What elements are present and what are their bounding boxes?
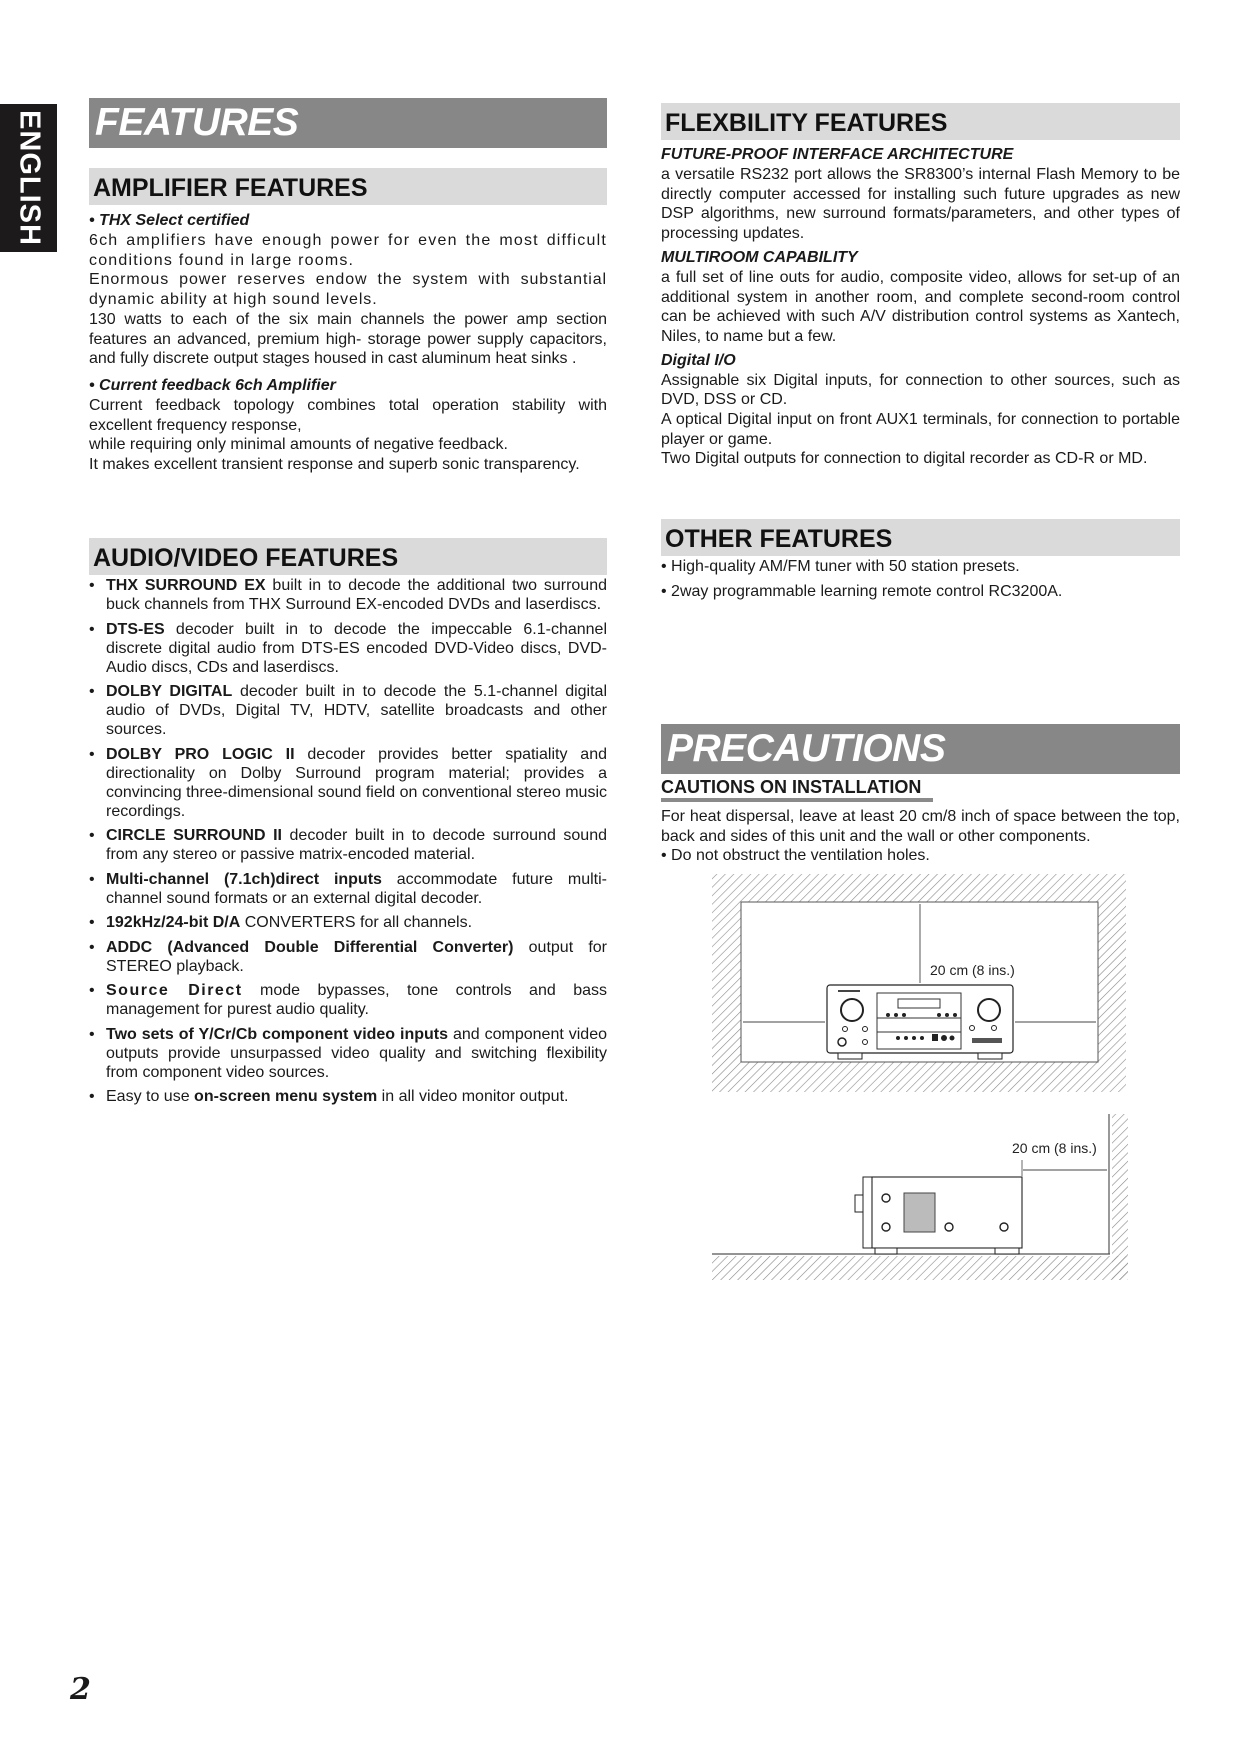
other-features-section	[661, 519, 1180, 607]
receiver-front-icon	[827, 985, 1013, 1059]
list-item: • Easy to use on-screen menu system in all video monitor output.	[89, 1087, 607, 1106]
list-item: • ADDC (Advanced Double Differential Converter) output for STEREO playback.	[89, 938, 607, 976]
amp-paragraph: 6ch amplifiers have enough power for even the most difficult conditions found in large rooms.	[89, 232, 607, 269]
list-item: • DOLBY DIGITAL decoder built in to decode the 5.1-channel digital audio of DVDs, Digital TV, HDTV, satellite broadcasts and other sources.	[89, 682, 607, 739]
left-column	[89, 98, 607, 475]
digital-io-subheading: Digital I/O	[661, 351, 736, 369]
list-item: • 2way programmable learning remote control RC3200A.	[661, 583, 1063, 600]
list-item: • DTS-ES decoder built in to decode the impeccable 6.1-channel discrete digital audio from DTS-ES encoded DVD-Video discs, DVD-Audio discs, CDs and laserdiscs.	[89, 620, 607, 677]
side-clearance-label: 20 cm (8 ins.)	[1012, 1140, 1097, 1156]
list-item: • DOLBY PRO LOGIC II decoder provides better spatiality and directionality on Dolby Surround program material; provides a convincing three-dimensional sound field on conventional stereo music recordings.	[89, 745, 607, 821]
features-title: FEATURES	[89, 98, 607, 148]
language-tab-label: ENGLISH	[13, 110, 45, 246]
cautions-on-installation-heading: CAUTIONS ON INSTALLATION	[661, 776, 933, 802]
front-clearance-diagram	[710, 872, 1130, 1094]
language-tab	[0, 104, 57, 252]
list-item: • Two sets of Y/Cr/Cb component video inputs and component video outputs provide unsurpassed video quality and switching flexibility from component video sources.	[89, 1025, 607, 1082]
flex-paragraph: Two Digital outputs for connection to digital recorder as CD-R or MD.	[661, 450, 1148, 468]
front-clearance-label: 20 cm (8 ins.)	[930, 962, 1015, 978]
list-item: • High-quality AM/FM tuner with 50 station presets.	[661, 558, 1020, 575]
precautions-title: PRECAUTIONS	[661, 724, 1180, 774]
flex-paragraph: a full set of line outs for audio, composite video, allows for set-up of an additional system in another room, and complete second-room control can be achieved with such A/V distribution control systems as Xantech, Niles, to name but a few.	[661, 268, 1180, 345]
receiver-side-icon	[855, 1177, 1022, 1254]
amplifier-body	[89, 231, 607, 369]
side-clearance-diagram	[710, 1112, 1130, 1282]
page-number: 2	[70, 1672, 91, 1707]
thx-select-subheading: • THX Select certified	[89, 212, 250, 229]
precaution-paragraph: For heat dispersal, leave at least 20 cm/8 inch of space between the top, back and sides of this unit and the wall or other components.	[661, 808, 1180, 845]
amplifier-features-heading: AMPLIFIER FEATURES	[89, 168, 607, 205]
flex-paragraph: A optical Digital input on front AUX1 terminals, for connection to portable player or game.	[661, 411, 1180, 448]
multiroom-subheading: MULTIROOM CAPABILITY	[661, 248, 858, 266]
future-proof-subheading: FUTURE-PROOF INTERFACE ARCHITECTURE	[661, 146, 1014, 163]
current-feedback-body	[89, 396, 607, 475]
flex-paragraph: Assignable six Digital inputs, for connection to other sources, such as DVD, DSS or CD.	[661, 371, 1180, 409]
list-item: • CIRCLE SURROUND II decoder built in to decode surround sound from any stereo or passive matrix-encoded material.	[89, 826, 607, 864]
av-feature-list	[89, 576, 607, 1106]
flexibility-features-heading: FLEXBILITY FEATURES	[661, 103, 1180, 140]
flex-paragraph: a versatile RS232 port allows the SR8300’s internal Flash Memory to be directly computer accessed for installing such future upgrades as new DSP algorithms, new surround formats/parameters, and other types of processing updates.	[661, 166, 1180, 243]
amp-paragraph: Current feedback topology combines total operation stability with excellent frequency response,	[89, 396, 607, 434]
list-item: • THX SURROUND EX built in to decode the additional two surround buck channels from THX Surround EX-encoded DVDs and laserdiscs.	[89, 576, 607, 614]
list-item: • Multi-channel (7.1ch)direct inputs accommodate future multi-channel sound formats or an external digital decoder.	[89, 870, 607, 908]
amp-paragraph: It makes excellent transient response and superb sonic transparency.	[89, 456, 580, 474]
av-section	[89, 538, 607, 1112]
list-item: • Source Direct mode bypasses, tone controls and bass management for purest audio quality.	[89, 981, 607, 1019]
list-item: • 192kHz/24-bit D/A CONVERTERS for all channels.	[89, 913, 607, 932]
right-column	[661, 103, 1180, 469]
amp-paragraph: Enormous power reserves endow the system with substantial dynamic ability at high sound levels.	[89, 271, 607, 309]
amp-paragraph: while requiring only minimal amounts of negative feedback.	[89, 436, 508, 454]
av-features-heading: AUDIO/VIDEO FEATURES	[89, 538, 607, 575]
precautions-section	[661, 724, 1180, 866]
other-features-heading: OTHER FEATURES	[661, 519, 1180, 556]
precaution-bullet: • Do not obstruct the ventilation holes.	[661, 847, 930, 865]
other-features-list	[661, 557, 1180, 602]
amp-paragraph: 130 watts to each of the six main channels the power amp section features an advanced, premium high- storage power supply capacitors, and fully discrete output stages housed in cast aluminum heat sinks .	[89, 310, 607, 368]
current-feedback-subheading: • Current feedback 6ch Amplifier	[89, 376, 336, 394]
